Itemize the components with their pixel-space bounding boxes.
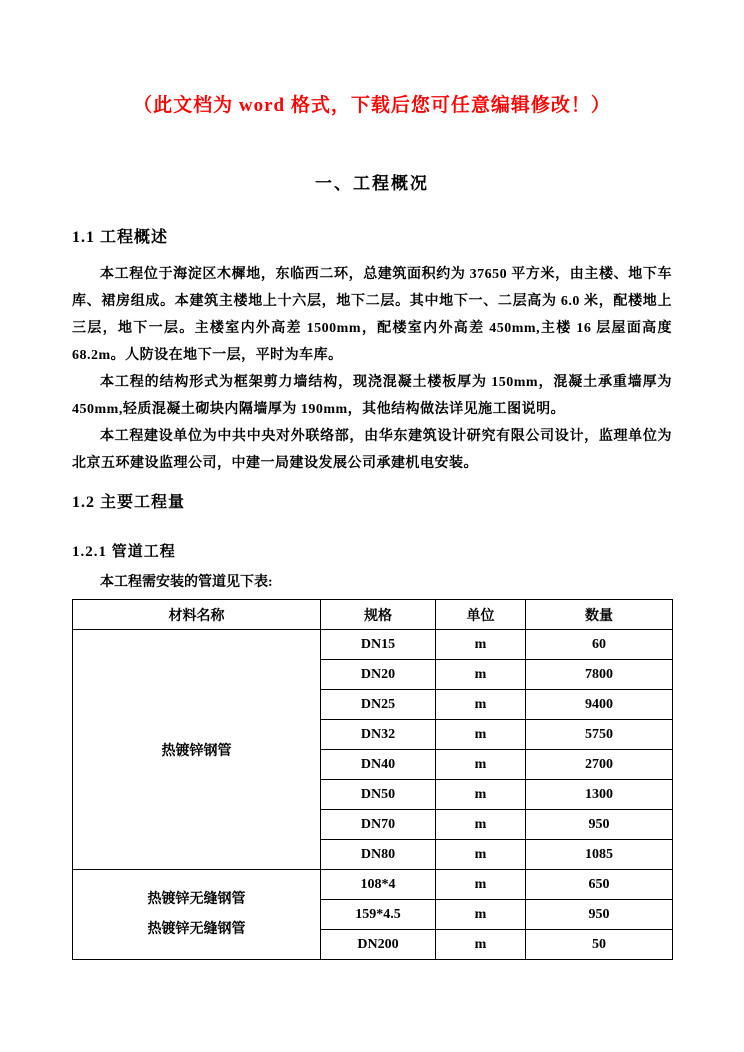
qty-cell: 1085 [526, 840, 673, 870]
table-row [73, 630, 673, 660]
material-group2-name-line2: 热镀锌无缝钢管 [147, 921, 246, 937]
spec-cell: DN200 [321, 930, 436, 960]
col-header-unit: 单位 [436, 600, 526, 630]
table-intro-text: 本工程需安装的管道见下表: [100, 575, 273, 590]
spec-cell: DN15 [321, 630, 436, 660]
section-1-1-title: 1.1 工程概述 [72, 229, 169, 246]
unit-cell: m [436, 630, 526, 660]
qty-cell: 5750 [526, 720, 673, 750]
table-row [73, 870, 673, 900]
spec-cell: DN40 [321, 750, 436, 780]
editable-notice: （此文档为 word 格式，下载后您可任意编辑修改！） [133, 95, 611, 116]
qty-cell: 2700 [526, 750, 673, 780]
qty-cell: 950 [526, 900, 673, 930]
qty-cell: 650 [526, 870, 673, 900]
unit-cell: m [436, 810, 526, 840]
spec-cell: 159*4.5 [321, 900, 436, 930]
col-header-material: 材料名称 [73, 600, 321, 630]
paragraph-structure: 本工程的结构形式为框架剪力墙结构，现浇混凝土楼板厚为 150mm，混凝土承重墙厚为450mm,轻质混凝土砌块内隔墙厚为 190mm，其他结构做法详见施工图说明。 [72, 375, 672, 417]
col-header-spec: 规格 [321, 600, 436, 630]
qty-cell: 7800 [526, 660, 673, 690]
section-1-2-title: 1.2 主要工程量 [72, 494, 186, 511]
spec-cell: DN50 [321, 780, 436, 810]
unit-cell: m [436, 870, 526, 900]
material-group1-cell: 热镀锌钢管 [73, 630, 321, 870]
unit-cell: m [436, 720, 526, 750]
unit-cell: m [436, 840, 526, 870]
unit-cell: m [436, 660, 526, 690]
unit-cell: m [436, 900, 526, 930]
pipe-table [72, 599, 673, 960]
spec-cell: DN25 [321, 690, 436, 720]
spec-cell: DN80 [321, 840, 436, 870]
spec-cell: DN70 [321, 810, 436, 840]
qty-cell: 950 [526, 810, 673, 840]
spec-cell: DN20 [321, 660, 436, 690]
paragraph-units: 本工程建设单位为中共中央对外联络部，由华东建筑设计研究有限公司设计，监理单位为北京五环建设监理公司，中建一局建设发展公司承建机电安装。 [72, 429, 672, 471]
paragraph-overview-1: 本工程位于海淀区木樨地，东临西二环，总建筑面积约为 37650 平方米，由主楼、地下车库、裙房组成。本建筑主楼地上十六层，地下二层。其中地下一、二层高为 6.0 米，配楼地上三层，地下一层。主楼室内外高差 1500mm，配楼室内外高差 450mm,主楼 16 层屋面高度68.2m。人防设在地下一层，平时为车库。 [72, 267, 672, 363]
material-group2-cell [73, 870, 321, 960]
unit-cell: m [436, 750, 526, 780]
qty-cell: 60 [526, 630, 673, 660]
main-title: 一、工程概况 [315, 174, 429, 193]
unit-cell: m [436, 690, 526, 720]
spec-cell: 108*4 [321, 870, 436, 900]
qty-cell: 1300 [526, 780, 673, 810]
qty-cell: 9400 [526, 690, 673, 720]
qty-cell: 50 [526, 930, 673, 960]
section-1-2-1-title: 1.2.1 管道工程 [72, 544, 176, 560]
col-header-qty: 数量 [526, 600, 673, 630]
unit-cell: m [436, 930, 526, 960]
table-header-row [73, 600, 673, 630]
spec-cell: DN32 [321, 720, 436, 750]
material-group2-name-line1: 热镀锌无缝钢管 [147, 891, 246, 907]
unit-cell: m [436, 780, 526, 810]
